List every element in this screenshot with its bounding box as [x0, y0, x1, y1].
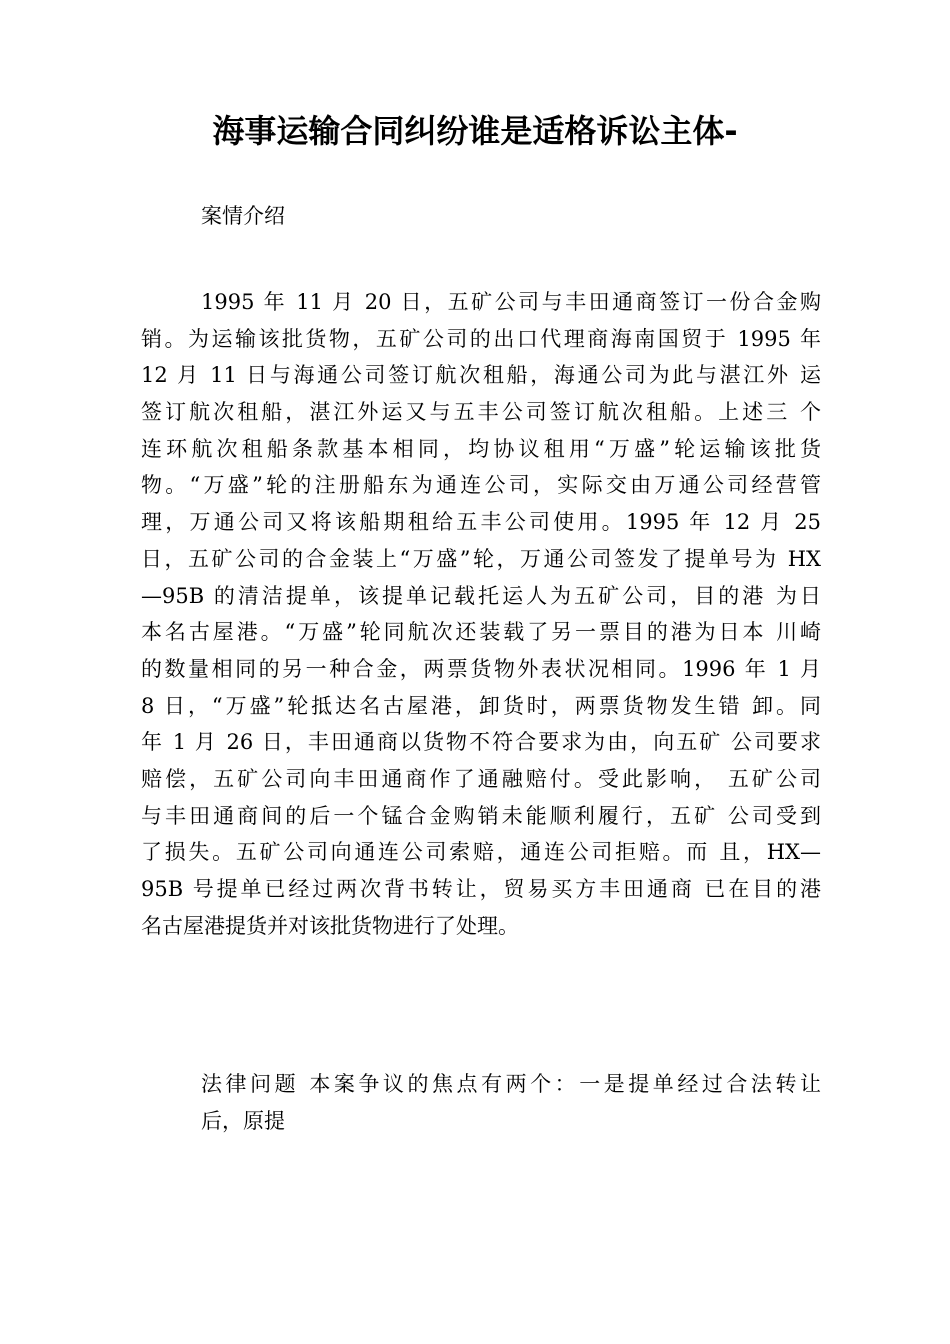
paragraph-line: 物。“万盛”轮的注册船东为通连公司，实际交由万通公司经营管 — [141, 473, 821, 498]
paragraph-line: 理，万通公司又将该船期租给五丰公司使用。1995 年 12 月 25 — [141, 510, 821, 535]
paragraph-line: 8 日，“万盛”轮抵达名古屋港，卸货时，两票货物发生错 卸。同 — [141, 693, 821, 718]
section-heading: 案情介绍 — [201, 204, 285, 228]
paragraph-line: 年 1 月 26 日，丰田通商以货物不符合要求为由，向五矿 公司要求 — [141, 730, 821, 755]
paragraph-line: 签订航次租船，湛江外运又与五丰公司签订航次租船。上述三 个 — [141, 400, 821, 425]
paragraph-line: 赔偿，五矿公司向丰田通商作了通融赔付。受此影响， 五矿公司 — [141, 766, 821, 791]
legal-issue-paragraph — [201, 1066, 821, 1139]
paragraph-line: 了损失。五矿公司向通连公司索赔，通连公司拒赔。而 且，HX— — [141, 840, 821, 865]
paragraph-line: 与丰田通商间的后一个锰合金购销未能顺利履行，五矿 公司受到 — [141, 803, 821, 828]
paragraph-line: 日，五矿公司的合金装上“万盛”轮，万通公司签发了提单号为 HX — [141, 546, 821, 571]
paragraph-line: 连环航次租船条款基本相同，均协议租用“万盛”轮运输该批货 — [141, 436, 821, 461]
paragraph-line: 12 月 11 日与海通公司签订航次租船，海通公司为此与湛江外 运 — [141, 363, 821, 388]
paragraph-line: 法律问题 本案争议的焦点有两个：一是提单经过合法转让 — [201, 1072, 821, 1096]
document-title: 海事运输合同纠纷谁是适格诉讼主体- — [212, 112, 738, 150]
paragraph-line: 后，原提 — [201, 1108, 285, 1133]
paragraph-line: 95B 号提单已经过两次背书转让，贸易买方丰田通商 已在目的港 — [141, 877, 821, 901]
paragraph-line: 的数量相同的另一种合金，两票货物外表状况相同。1996 年 1 月 — [141, 656, 821, 681]
paragraph-line: 1995 年 11 月 20 日，五矿公司与丰田通商签订一份合金购 — [201, 290, 821, 314]
paragraph-line: 名古屋港提货并对该批货物进行了处理。 — [141, 913, 519, 938]
paragraph-line: —95B 的清洁提单，该提单记载托运人为五矿公司，目的港 为日 — [141, 583, 821, 608]
case-description-paragraph — [141, 284, 821, 944]
paragraph-line: 销。为运输该批货物，五矿公司的出口代理商海南国贸于 1995 年 — [141, 326, 821, 351]
paragraph-line: 本名古屋港。“万盛”轮同航次还装载了另一票目的港为日本 川崎 — [141, 620, 821, 645]
